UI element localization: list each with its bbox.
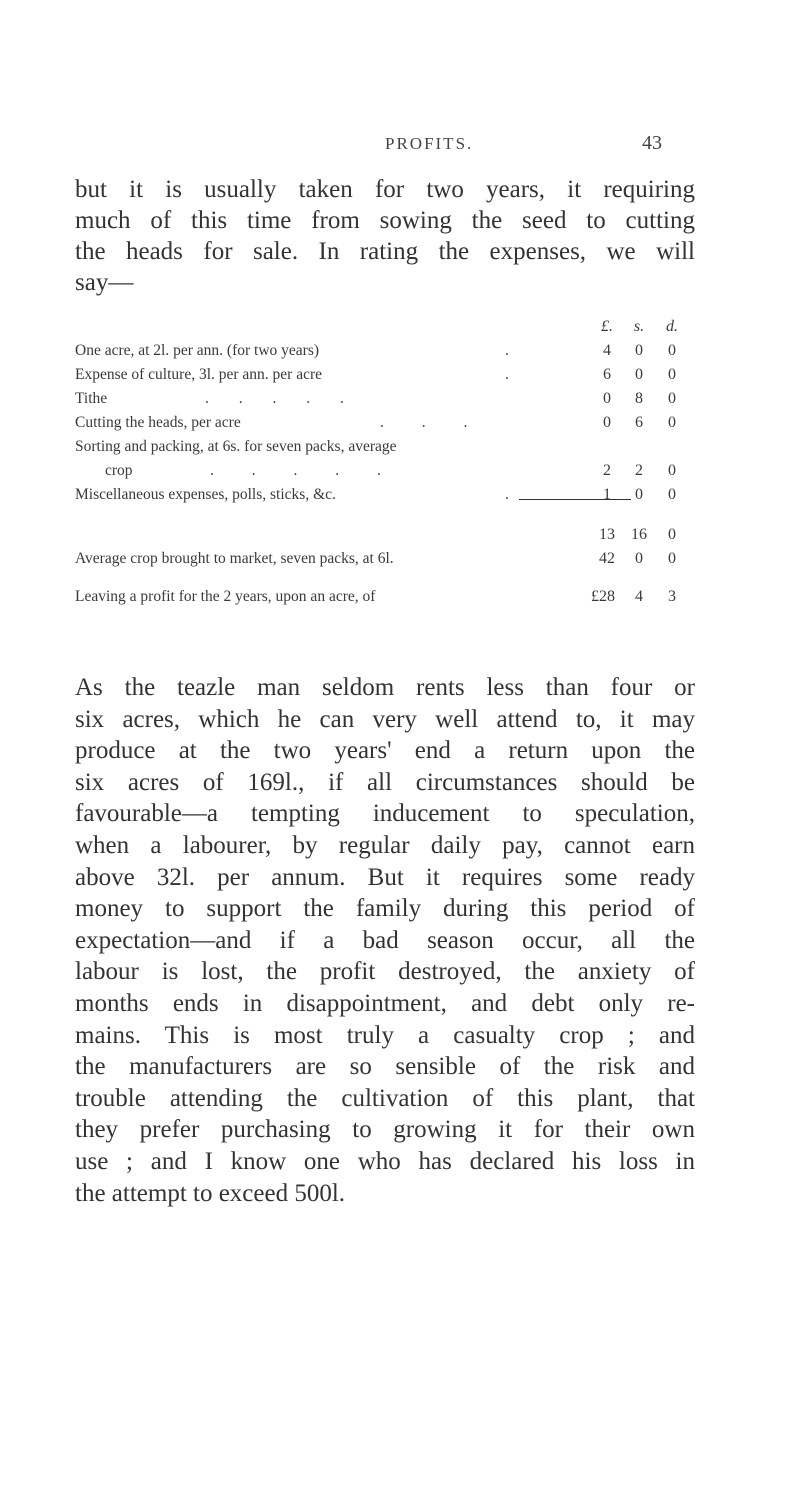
- account-row-continuation: [75, 462, 695, 486]
- text-line: As the teazle man seldom rents less than four or: [75, 674, 695, 701]
- page-number: 43: [642, 132, 662, 154]
- text-line: the heads for sale. In rating the expenses, we will: [75, 238, 695, 265]
- shillings-value: 0: [635, 366, 643, 383]
- text-line: money to support the family during this period of: [75, 895, 695, 923]
- pounds-value: 0: [603, 390, 611, 407]
- pence-value: 0: [668, 486, 676, 503]
- item-label: Expense of culture, 3l. per ann. per acre: [75, 366, 323, 383]
- profit-shillings: 4: [635, 588, 643, 605]
- return-label: Average crop brought to market, seven packs, at 6l.: [75, 550, 394, 567]
- leader-dots: .: [505, 486, 509, 503]
- account-row: [75, 342, 695, 366]
- account-column-headings: [75, 318, 695, 342]
- text-line: but it is usually taken for two years, it requiring: [75, 176, 695, 203]
- text-line: the attempt to exceed 500l.: [75, 1179, 346, 1207]
- text-line: six acres of 169l., if all circumstances should be: [75, 768, 695, 796]
- profit-pounds: £28: [591, 588, 615, 605]
- pence-value: 0: [668, 342, 676, 359]
- shillings-value: 6: [635, 414, 643, 431]
- leader-dots: .: [505, 366, 509, 383]
- pounds-value: 4: [603, 342, 611, 359]
- pence-value: 0: [668, 390, 676, 407]
- return-shillings: 0: [635, 550, 643, 567]
- total-rule: [519, 499, 631, 500]
- profit-pence: 3: [668, 588, 676, 605]
- item-label: One acre, at 2l. per ann. (for two years): [75, 342, 320, 359]
- total-pounds: 13: [599, 526, 615, 543]
- intro-paragraph: [75, 174, 695, 298]
- total-pence: 0: [668, 526, 676, 543]
- text-line: labour is lost, the profit destroyed, the anxiety of: [75, 958, 695, 986]
- pence-value: 0: [668, 414, 676, 431]
- pounds-heading: £.: [601, 318, 613, 335]
- profit-row: [75, 588, 695, 612]
- account-row: [75, 390, 695, 414]
- text-line: mains. This is most truly a casualty crop ; and: [75, 1021, 695, 1049]
- text-line: expectation—and if a bad season occur, all the: [75, 926, 695, 954]
- pounds-value: 0: [603, 414, 611, 431]
- return-row: [75, 550, 695, 574]
- shillings-value: 2: [635, 462, 643, 479]
- pounds-value: 1: [603, 486, 611, 503]
- text-line: six acres, which he can very well attend to, it may: [75, 705, 695, 733]
- running-head: [0, 134, 800, 158]
- item-label: Sorting and packing, at 6s. for seven packs, average: [75, 438, 397, 455]
- text-line: they prefer purchasing to growing it for their own: [75, 1116, 695, 1144]
- running-title: PROFITS.: [385, 134, 474, 153]
- text-line: trouble attending the cultivation of this plant, that: [75, 1084, 695, 1112]
- item-label: Tithe: [75, 390, 108, 407]
- shillings-heading: s.: [633, 318, 645, 335]
- leader-dots: . . . . .: [205, 390, 344, 407]
- text-line: the manufacturers are so sensible of the risk and: [75, 1053, 695, 1081]
- text-line: much of this time from sowing the seed to cutting: [75, 207, 695, 234]
- account-row: [75, 486, 695, 510]
- total-shillings: 16: [631, 526, 647, 543]
- text-line: say—: [75, 269, 134, 296]
- item-label: Miscellaneous expenses, polls, sticks, &c.: [75, 486, 336, 503]
- leader-dots: . . . . .: [210, 462, 381, 479]
- text-line: favourable—a tempting inducement to speculation,: [75, 800, 695, 828]
- text-line: months ends in disappointment, and debt only re-: [75, 989, 695, 1017]
- text-line: use ; and I know one who has declared his loss in: [75, 1147, 695, 1175]
- pounds-value: 6: [603, 366, 611, 383]
- pounds-value: 2: [603, 462, 611, 479]
- text-line: produce at the two years' end a return upon the: [75, 737, 695, 765]
- pence-heading: d.: [666, 318, 678, 335]
- account-row: [75, 366, 695, 390]
- leader-dots: .: [505, 342, 509, 359]
- item-label: Cutting the heads, per acre: [75, 414, 241, 431]
- text-line: when a labourer, by regular daily pay, cannot earn: [75, 831, 695, 859]
- total-row: [75, 526, 695, 550]
- text-line: above 32l. per annum. But it requires some ready: [75, 863, 695, 891]
- account-row: [75, 438, 695, 462]
- pence-value: 0: [668, 366, 676, 383]
- pence-value: 0: [668, 462, 676, 479]
- body-paragraph: [75, 672, 695, 1209]
- shillings-value: 0: [635, 486, 643, 503]
- item-label-continuation: crop: [105, 462, 133, 479]
- return-pounds: 42: [599, 550, 615, 567]
- shillings-value: 8: [635, 390, 643, 407]
- profit-label: Leaving a profit for the 2 years, upon an acre, of: [75, 588, 376, 605]
- account-row: [75, 414, 695, 438]
- leader-dots: . . .: [380, 414, 468, 431]
- shillings-value: 0: [635, 342, 643, 359]
- return-pence: 0: [668, 550, 676, 567]
